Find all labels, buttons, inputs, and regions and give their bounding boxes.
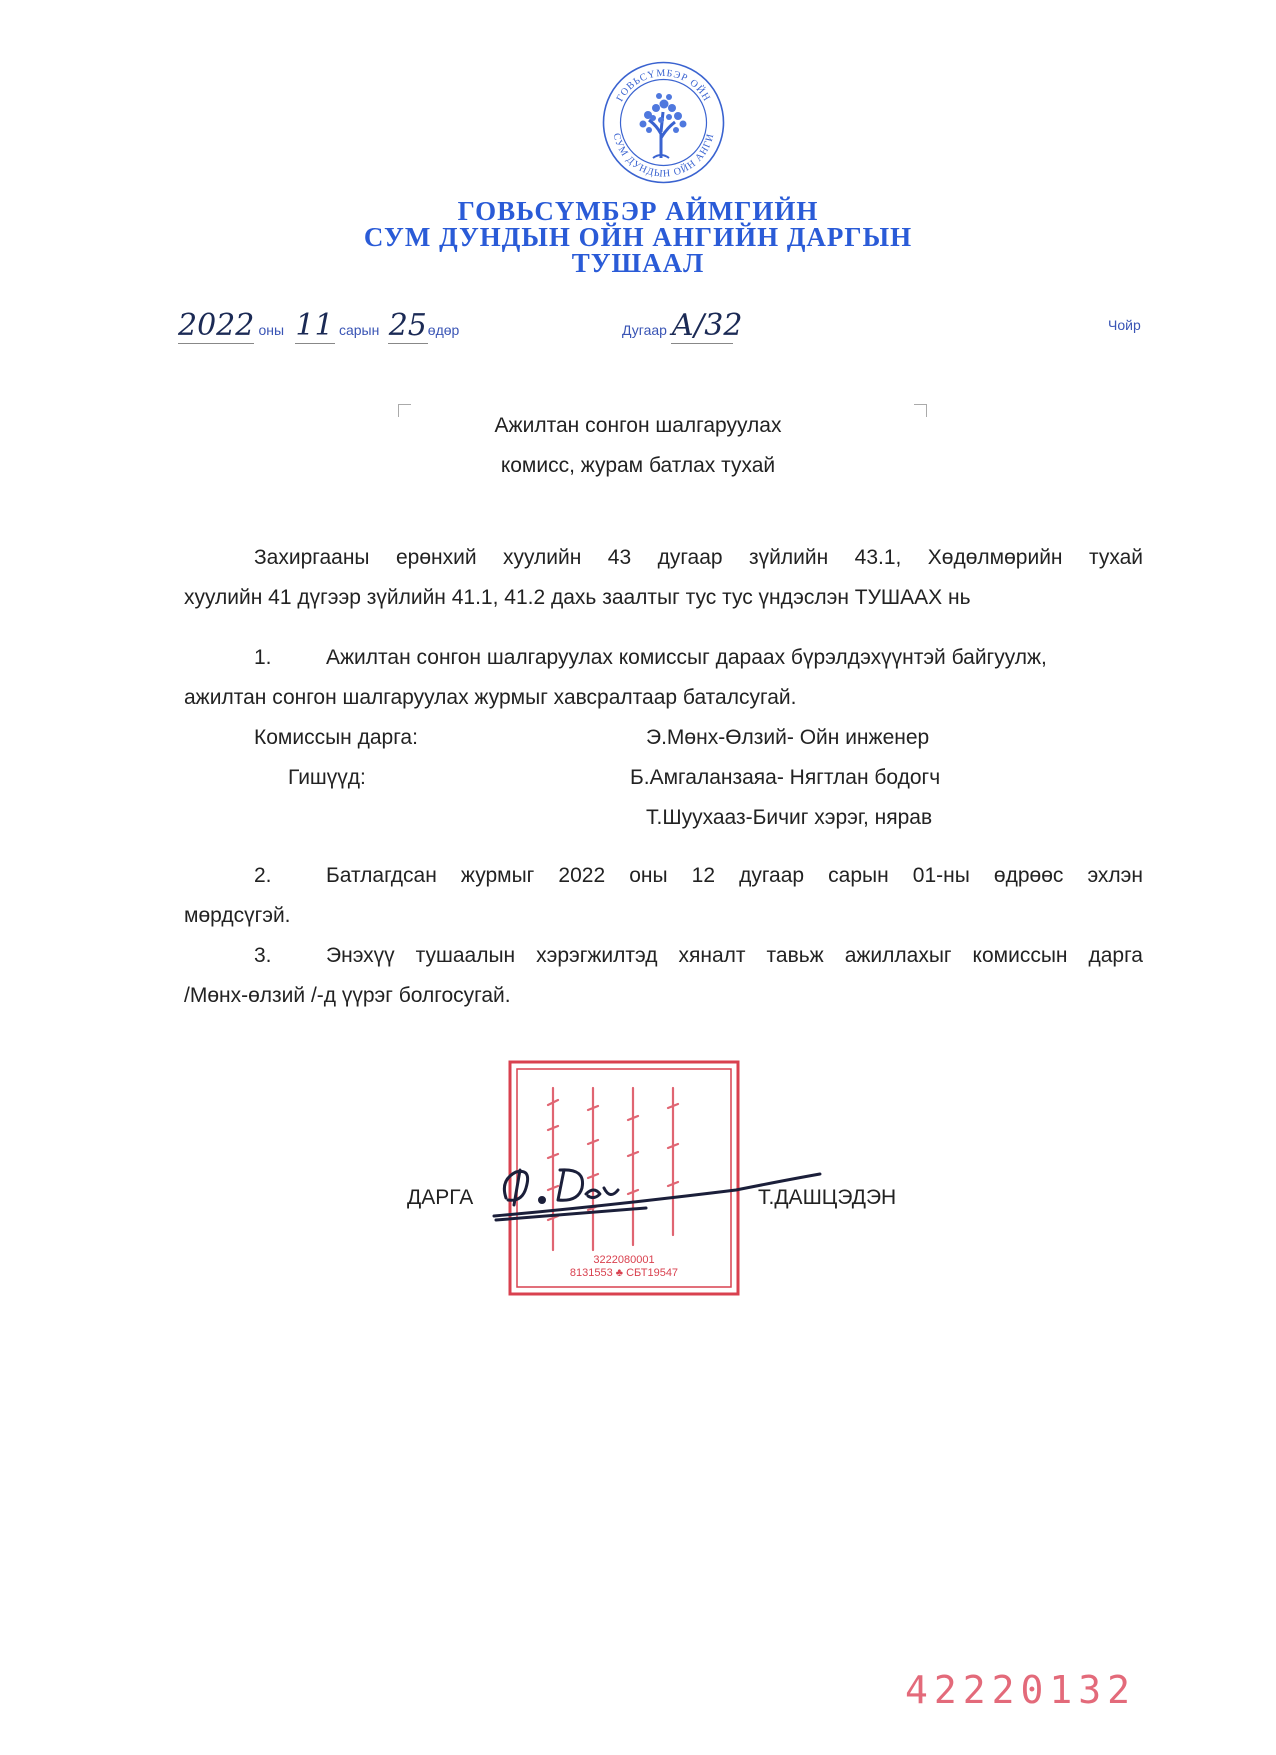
member-2: Т.Шуухааз-Бичиг хэрэг, нярав <box>646 806 933 829</box>
day-label: өдөр <box>427 322 460 338</box>
members-label: Гишүүд: <box>288 766 366 789</box>
month-value: 11 <box>295 308 334 343</box>
year-value: 2022 <box>178 308 255 343</box>
item-1-line-1: Ажилтан сонгон шалгаруулах комиссыг дараах бүрэлдэхүүнтэй байгуулж, <box>326 646 1047 669</box>
chair-name: Э.Мөнх-Өлзий- Ойн инженер <box>646 726 930 749</box>
header-line-1: ГОВЬСҮМБЭР АЙМГИЙН <box>457 196 819 226</box>
subject-line-1: Ажилтан сонгон шалгаруулах <box>494 414 782 437</box>
signatory-title: ДАРГА <box>407 1186 474 1209</box>
place-label: Чойр <box>1108 317 1141 333</box>
signatory-name: Т.ДАШЦЭДЭН <box>758 1186 897 1209</box>
seal-text-bottom: СУМ ДУНДЫН ОЙН АНГИ <box>610 132 717 180</box>
number-label: Дугаар <box>622 322 667 338</box>
day-value: 25 <box>388 308 427 343</box>
seal-text-top: ГОВЬСҮМБЭР ОЙН <box>614 67 713 104</box>
number-value: А/32 <box>671 308 743 343</box>
tree-emblem-icon <box>601 60 726 185</box>
order-number <box>622 308 743 344</box>
stamp-registry-number: 3222080001 <box>593 1254 655 1266</box>
item-2-line-1: Батлагдсан журмыг 2022 оны 12 дугаар сарын 01-ны өдрөөс эхлэн <box>326 864 1143 887</box>
organization-seal <box>601 60 726 185</box>
preamble-line-2: хуулийн 41 дүгээр зүйлийн 41.1, 41.2 дахь заалтыг тус тус үндэслэн ТУШААХ нь <box>184 586 971 609</box>
date-line <box>178 308 459 344</box>
item-1-line-2: ажилтан сонгон шалгаруулах журмыг хавсралтаар баталсугай. <box>184 686 797 709</box>
item-3-line-2: /Мөнх-өлзий /-д үүрэг болгосугай. <box>184 984 511 1007</box>
item-2-number: 2. <box>254 864 272 887</box>
member-1: Б.Амгаланзаяа- Нягтлан бодогч <box>630 766 941 789</box>
year-label: оны <box>258 322 285 338</box>
header-line-2: СУМ ДУНДЫН ОЙН АНГИЙН ДАРГЫН <box>363 222 913 252</box>
header-line-3: ТУШААЛ <box>571 248 705 278</box>
item-2-line-2: мөрдсүгэй. <box>184 904 291 927</box>
subject-line-2: комисс, журам батлах тухай <box>500 454 776 477</box>
item-1-number: 1. <box>254 646 272 669</box>
preamble-line-1: Захиргааны ерөнхий хуулийн 43 дугаар зүйлийн 43.1, Хөдөлмөрийн тухай <box>254 546 1143 569</box>
document-number: 42220132 <box>905 1668 1137 1712</box>
item-3-number: 3. <box>254 944 272 967</box>
month-label: сарын <box>338 322 380 338</box>
chair-label: Комиссын дарга: <box>254 726 418 749</box>
stamp-codes: 8131553 ♣ СБТ19547 <box>569 1267 679 1279</box>
item-3-line-1: Энэхүү тушаалын хэрэгжилтэд хяналт тавьж ажиллахыг комиссын дарга <box>326 944 1143 967</box>
